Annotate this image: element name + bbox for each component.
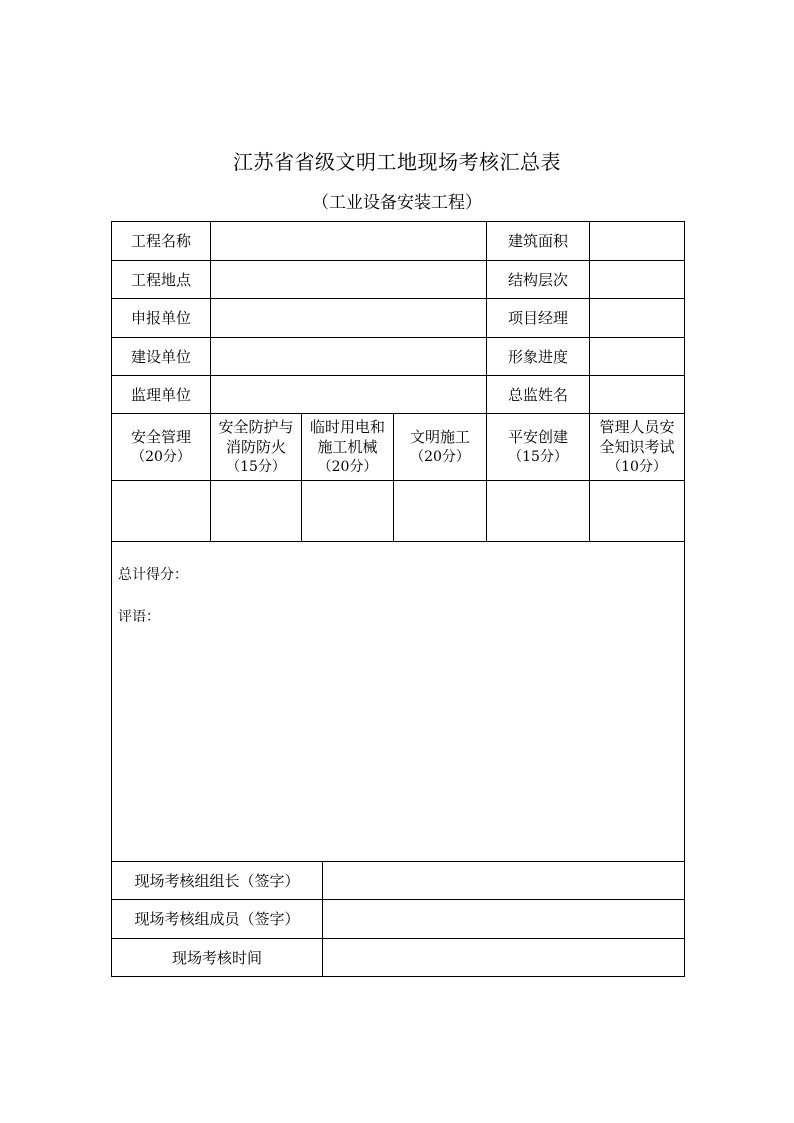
chief-supervisor-field[interactable] [590,376,685,414]
construction-unit-field[interactable] [211,338,487,376]
team-member-signature-field[interactable] [323,900,685,939]
progress-field[interactable] [590,338,685,376]
structure-levels-field[interactable] [590,261,685,299]
assessment-time-label: 现场考核时间 [112,939,323,977]
score-value-field[interactable] [211,481,302,542]
field-label: 工程地点 [112,261,211,299]
info-row [112,261,685,299]
field-label: 形象进度 [487,338,590,376]
field-label: 工程名称 [112,222,211,261]
field-label: 结构层次 [487,261,590,299]
score-value-field[interactable] [590,481,685,542]
score-value-field[interactable] [112,481,211,542]
page-title: 江苏省省级文明工地现场考核汇总表 [233,150,561,174]
building-area-field[interactable] [590,222,685,261]
team-leader-signature-label: 现场考核组组长（签字） [112,862,323,900]
score-value-row [112,481,685,542]
info-row [112,376,685,414]
remarks-row [112,542,685,862]
project-name-field[interactable] [211,222,487,261]
score-header-safety-knowledge-exam: 管理人员安 全知识考试 （10分） [590,414,685,481]
supervision-unit-field[interactable] [211,376,487,414]
info-row [112,338,685,376]
remarks-area[interactable] [112,542,685,862]
team-member-signature-label: 现场考核组成员（签字） [112,900,323,939]
signature-row [112,900,685,939]
assessment-time-field[interactable] [323,939,685,977]
page-subtitle: （工业设备安装工程） [312,193,482,213]
score-header-row [112,414,685,481]
score-header-temporary-power: 临时用电和 施工机械 （20分） [302,414,394,481]
field-label: 建设单位 [112,338,211,376]
project-location-field[interactable] [211,261,487,299]
score-header-civilized-construction: 文明施工 （20分） [394,414,487,481]
info-row [112,299,685,338]
comment-label: 评语： [118,609,160,625]
team-leader-signature-field[interactable] [323,862,685,900]
field-label: 监理单位 [112,376,211,414]
signature-row [112,939,685,977]
score-header-safety-management: 安全管理 （20分） [112,414,211,481]
score-value-field[interactable] [487,481,590,542]
field-label: 总监姓名 [487,376,590,414]
score-value-field[interactable] [302,481,394,542]
total-score-label: 总计得分： [118,567,188,583]
field-label: 申报单位 [112,299,211,338]
field-label: 建筑面积 [487,222,590,261]
applicant-unit-field[interactable] [211,299,487,338]
project-manager-field[interactable] [590,299,685,338]
score-header-safe-creation: 平安创建 （15分） [487,414,590,481]
total-score-line [112,565,684,585]
field-label: 项目经理 [487,299,590,338]
score-header-fire-protection: 安全防护与 消防防火 （15分） [211,414,302,481]
signature-row [112,862,685,900]
comment-line [112,607,684,627]
score-value-field[interactable] [394,481,487,542]
summary-form-table [111,221,685,977]
info-row [112,222,685,261]
